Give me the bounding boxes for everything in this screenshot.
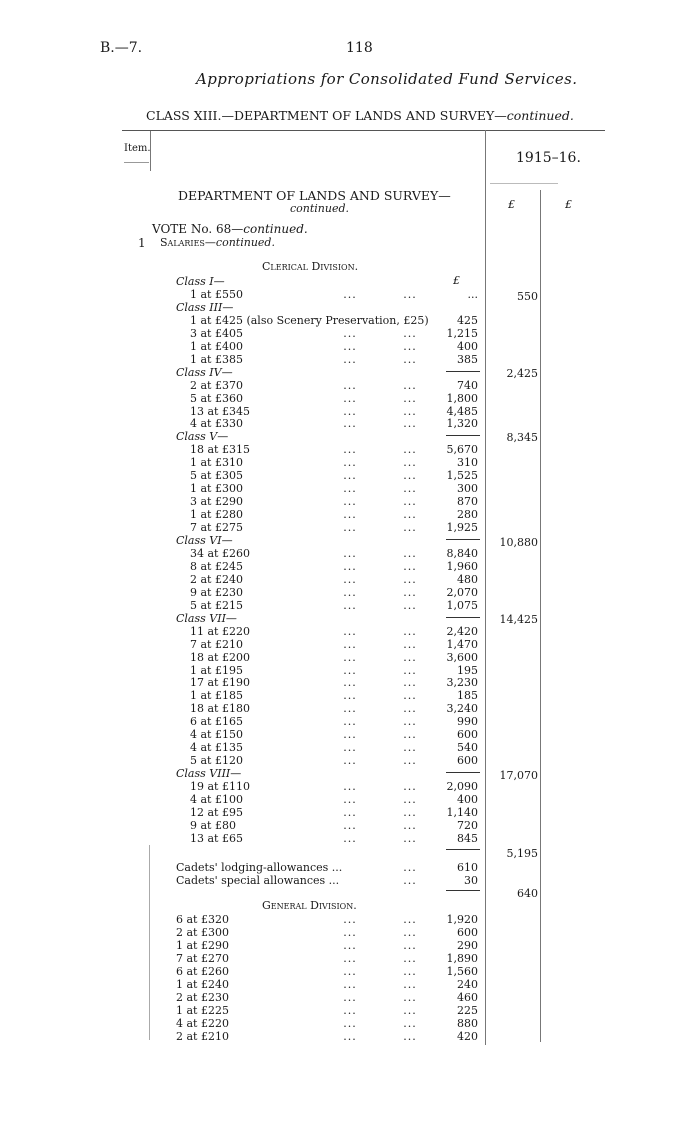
- salary-row: [190, 560, 480, 573]
- salary-amount: 385: [457, 352, 478, 366]
- general-salary-amount: 1,890: [446, 952, 478, 965]
- salary-row: [190, 754, 480, 767]
- general-salary-row: [176, 965, 480, 978]
- dots: ...: [403, 991, 417, 1004]
- dots: ...: [403, 663, 417, 677]
- salary-label: 1 at £385: [190, 352, 243, 366]
- general-salary-amount: 1,560: [446, 965, 478, 978]
- salary-row: [190, 689, 480, 702]
- general-division-heading: General Division.: [262, 899, 357, 912]
- dots: ...: [343, 663, 357, 677]
- dots: ...: [343, 805, 357, 819]
- salary-row: [190, 638, 480, 651]
- page-title: Appropriations for Consolidated Fund Services.: [196, 70, 578, 88]
- general-salary-label: 1 at £240: [176, 978, 229, 991]
- salaries-label: Salaries—: [160, 236, 216, 249]
- dots: ...: [343, 793, 357, 806]
- dots: ...: [343, 676, 357, 690]
- general-salary-amount: 420: [457, 1030, 478, 1043]
- class-heading-row: [176, 612, 480, 625]
- pound-sign-2: £: [565, 198, 572, 211]
- salary-label: 5 at £215: [190, 598, 243, 612]
- dots: ...: [343, 831, 357, 845]
- dots: ...: [403, 805, 417, 819]
- dots: ...: [403, 624, 417, 638]
- dots: ...: [343, 1004, 357, 1017]
- general-salary-row: [176, 1017, 480, 1030]
- salary-row: [190, 599, 480, 612]
- dots: ...: [403, 939, 417, 952]
- salary-label: 13 at £65: [190, 831, 243, 845]
- dots: ...: [403, 598, 417, 612]
- subtotal-rule: [446, 539, 480, 540]
- class-heading-text: CLASS XIII.—DEPARTMENT OF LANDS AND SURVEY—: [146, 108, 507, 123]
- dots: ...: [403, 650, 417, 664]
- general-salary-label: 6 at £320: [176, 913, 229, 926]
- salary-label: 18 at £315: [190, 443, 250, 457]
- salary-row: [190, 793, 480, 806]
- salary-amount: 3,230: [446, 676, 478, 690]
- salary-label: 4 at £330: [190, 417, 243, 431]
- general-salary-label: 6 at £260: [176, 965, 229, 978]
- general-salary-amount: 240: [457, 978, 478, 991]
- dots: ...: [343, 287, 357, 301]
- salary-label: 2 at £240: [190, 572, 243, 586]
- subtotal-rule: [446, 371, 480, 372]
- salary-amount: 300: [457, 482, 478, 496]
- dots: ...: [403, 456, 417, 470]
- salary-amount: 845: [457, 831, 478, 845]
- salary-label: 18 at £180: [190, 702, 250, 716]
- dots: ...: [343, 495, 357, 509]
- dots: ...: [403, 861, 417, 874]
- dots: ...: [403, 339, 417, 353]
- salary-amount: 1,470: [446, 637, 478, 651]
- dots: ...: [343, 352, 357, 366]
- salary-row: [190, 482, 480, 495]
- right-column-rule: [540, 190, 541, 1042]
- general-salary-amount: 1,920: [446, 913, 478, 926]
- salary-amount: 5,670: [446, 443, 478, 457]
- dots: ...: [403, 913, 417, 926]
- salary-amount: 1,800: [446, 391, 478, 405]
- salary-amount: 310: [457, 456, 478, 470]
- dots: ...: [403, 874, 417, 887]
- salary-row: [190, 819, 480, 832]
- class-label: Class III—: [176, 300, 234, 314]
- salary-row: [190, 676, 480, 689]
- dots: ...: [403, 417, 417, 431]
- salary-amount: 870: [457, 495, 478, 509]
- class-label: Class V—: [176, 430, 229, 444]
- dots: ...: [343, 598, 357, 612]
- salary-row: [190, 728, 480, 741]
- general-salary-row: [176, 978, 480, 991]
- salary-label: 1 at £550: [190, 287, 243, 301]
- salary-label: 4 at £100: [190, 793, 243, 806]
- salary-row: [190, 392, 480, 405]
- salary-row: [190, 832, 480, 845]
- salary-amount: 740: [457, 378, 478, 392]
- general-salary-row: [176, 926, 480, 939]
- salary-row: [190, 573, 480, 586]
- clerical-division-heading: Clerical Division.: [262, 260, 359, 273]
- salary-label: 4 at £150: [190, 728, 243, 742]
- general-salary-row: [176, 913, 480, 926]
- cadet-subtotal-rule: [446, 890, 480, 891]
- salary-amount: 1,215: [446, 326, 478, 340]
- general-salary-label: 7 at £270: [176, 952, 229, 965]
- salary-row: [190, 547, 480, 560]
- general-salary-amount: 460: [457, 991, 478, 1004]
- general-salary-row: [176, 991, 480, 1004]
- dots: ...: [403, 326, 417, 340]
- dots: ...: [403, 559, 417, 573]
- class-heading-row: [176, 366, 480, 379]
- subtotal-rule: [446, 849, 480, 850]
- dots: ...: [343, 741, 357, 755]
- salary-row: [190, 651, 480, 664]
- salary-amount: 400: [457, 339, 478, 353]
- salary-row: [190, 456, 480, 469]
- dots: ...: [343, 926, 357, 939]
- dots: ...: [343, 572, 357, 586]
- left-margin-rule: [149, 845, 150, 1040]
- class-heading-row: [176, 534, 480, 547]
- salary-row: [190, 715, 480, 728]
- dots: ...: [403, 443, 417, 457]
- clerical-pound-sign: £: [453, 274, 460, 287]
- class-heading-row: [176, 430, 480, 443]
- salary-label: 1 at £185: [190, 689, 243, 703]
- salary-row: [190, 353, 480, 366]
- general-salary-row: [176, 939, 480, 952]
- salaries-continued: continued.: [215, 236, 275, 249]
- salary-label: 1 at £310: [190, 456, 243, 470]
- salary-amount: ...: [467, 287, 478, 301]
- salary-label: 1 at £300: [190, 482, 243, 496]
- cadet-amount: 30: [464, 874, 478, 887]
- dots: ...: [403, 793, 417, 806]
- dots: ...: [343, 952, 357, 965]
- salary-label: 1 at £425 (also Scenery Preservation, £25): [190, 313, 429, 327]
- cadet-row: [176, 874, 480, 887]
- salary-label: 3 at £405: [190, 326, 243, 340]
- dots: ...: [403, 728, 417, 742]
- vote-continued: continued.: [243, 222, 308, 236]
- dots: ...: [403, 508, 417, 522]
- salary-row: [190, 741, 480, 754]
- year-column-header: 1915–16.: [516, 150, 581, 166]
- department-heading: DEPARTMENT OF LANDS AND SURVEY—: [178, 188, 451, 203]
- salary-label: 5 at £305: [190, 469, 243, 483]
- salary-amount: 3,240: [446, 702, 478, 716]
- salary-amount: 600: [457, 754, 478, 768]
- dots: ...: [343, 417, 357, 431]
- general-salary-row: [176, 1030, 480, 1043]
- dots: ...: [343, 1017, 357, 1030]
- salary-amount: 2,090: [446, 780, 478, 794]
- dots: ...: [403, 637, 417, 651]
- salary-label: 17 at £190: [190, 676, 250, 690]
- subtotal-rule: [446, 435, 480, 436]
- dots: ...: [403, 715, 417, 729]
- dots: ...: [343, 508, 357, 522]
- salary-row: [190, 664, 480, 677]
- salary-row: [190, 443, 480, 456]
- pound-sign-1: £: [508, 198, 515, 211]
- salary-amount: 185: [457, 689, 478, 703]
- salary-row: [190, 327, 480, 340]
- general-salary-amount: 600: [457, 926, 478, 939]
- dots: ...: [403, 978, 417, 991]
- dots: ...: [343, 913, 357, 926]
- dots: ...: [403, 521, 417, 535]
- subtotal-class-vi: 14,425: [499, 613, 538, 626]
- salary-amount: 8,840: [446, 546, 478, 560]
- salary-label: 8 at £245: [190, 559, 243, 573]
- salary-amount: 1,320: [446, 417, 478, 431]
- general-salary-amount: 880: [457, 1017, 478, 1030]
- salary-label: 3 at £290: [190, 495, 243, 509]
- dots: ...: [403, 831, 417, 845]
- salary-amount: 280: [457, 508, 478, 522]
- vote-label: VOTE No. 68—: [152, 222, 244, 236]
- total-column-rule: [485, 130, 486, 1045]
- general-salary-row: [176, 952, 480, 965]
- salary-label: 18 at £200: [190, 650, 250, 664]
- salary-label: 19 at £110: [190, 780, 250, 794]
- salary-row: [190, 314, 480, 327]
- dots: ...: [403, 378, 417, 392]
- item-number: 1: [138, 236, 146, 250]
- salary-amount: 1,960: [446, 559, 478, 573]
- page-number: 118: [346, 40, 373, 56]
- dots: ...: [343, 754, 357, 768]
- salary-label: 1 at £280: [190, 508, 243, 522]
- dots: ...: [343, 1030, 357, 1043]
- salary-row: [190, 288, 480, 301]
- item-header-rule: [124, 162, 149, 163]
- department-continued: continued.: [290, 202, 350, 215]
- general-salary-label: 4 at £220: [176, 1017, 229, 1030]
- general-salary-amount: 290: [457, 939, 478, 952]
- subtotal-class-iv: 8,345: [506, 431, 538, 444]
- dots: ...: [403, 572, 417, 586]
- salary-amount: 3,600: [446, 650, 478, 664]
- dots: ...: [403, 1017, 417, 1030]
- dots: ...: [403, 585, 417, 599]
- salary-row: [190, 508, 480, 521]
- dots: ...: [403, 469, 417, 483]
- dots: ...: [403, 952, 417, 965]
- table-top-rule: [122, 130, 605, 131]
- dots: ...: [343, 559, 357, 573]
- dots: ...: [343, 456, 357, 470]
- dots: ...: [343, 404, 357, 418]
- subtotal-class-vii: 17,070: [499, 769, 538, 782]
- subtotal-rule: [446, 772, 480, 773]
- dots: ...: [403, 495, 417, 509]
- dots: ...: [403, 689, 417, 703]
- subtotal-class-iii: 2,425: [506, 367, 538, 380]
- salary-label: 9 at £230: [190, 585, 243, 599]
- salary-amount: 1,075: [446, 598, 478, 612]
- general-salary-label: 1 at £290: [176, 939, 229, 952]
- class-heading: [146, 108, 574, 123]
- dots: ...: [403, 818, 417, 832]
- salary-label: 6 at £165: [190, 715, 243, 729]
- dots: ...: [343, 585, 357, 599]
- salary-label: 11 at £220: [190, 624, 250, 638]
- dots: ...: [403, 780, 417, 794]
- salary-row: [190, 806, 480, 819]
- dots: ...: [343, 443, 357, 457]
- salary-amount: 720: [457, 818, 478, 832]
- cadet-row: [176, 861, 480, 874]
- dots: ...: [343, 702, 357, 716]
- salary-row: [190, 780, 480, 793]
- dots: ...: [403, 546, 417, 560]
- general-salary-label: 2 at £300: [176, 926, 229, 939]
- dots: ...: [343, 715, 357, 729]
- year-header-rule: [490, 183, 558, 184]
- dots: ...: [343, 939, 357, 952]
- salary-label: 2 at £370: [190, 378, 243, 392]
- dots: ...: [343, 326, 357, 340]
- class-label: Class VI—: [176, 534, 233, 547]
- class-label: Class I—: [176, 275, 225, 288]
- salary-row: [190, 417, 480, 430]
- dots: ...: [343, 689, 357, 703]
- class-heading-row: [176, 301, 480, 314]
- dots: ...: [343, 650, 357, 664]
- dots: ...: [343, 780, 357, 794]
- general-salary-label: 2 at £230: [176, 991, 229, 1004]
- cadet-amount: 610: [457, 861, 478, 874]
- subtotal-class-v: 10,880: [499, 536, 538, 549]
- document-reference: B.—7.: [100, 40, 143, 56]
- dots: ...: [403, 965, 417, 978]
- dots: ...: [343, 965, 357, 978]
- dots: ...: [343, 624, 357, 638]
- salary-amount: 1,140: [446, 805, 478, 819]
- dots: ...: [343, 818, 357, 832]
- dots: ...: [343, 637, 357, 651]
- dots: ...: [403, 404, 417, 418]
- salary-amount: 600: [457, 728, 478, 742]
- salary-label: 4 at £135: [190, 741, 243, 755]
- dots: ...: [403, 287, 417, 301]
- salary-label: 12 at £95: [190, 805, 243, 819]
- dots: ...: [403, 754, 417, 768]
- salary-amount: 4,485: [446, 404, 478, 418]
- salary-row: [190, 340, 480, 353]
- salary-row: [190, 702, 480, 715]
- dots: ...: [343, 991, 357, 1004]
- salary-row: [190, 469, 480, 482]
- salary-label: 1 at £400: [190, 339, 243, 353]
- class-heading-row: [176, 275, 480, 288]
- dots: ...: [403, 676, 417, 690]
- salary-amount: 1,525: [446, 469, 478, 483]
- salary-label: 34 at £260: [190, 546, 250, 560]
- class-label: Class VII—: [176, 611, 237, 625]
- dots: ...: [403, 926, 417, 939]
- salary-amount: 2,420: [446, 624, 478, 638]
- salary-row: [190, 495, 480, 508]
- salary-label: 7 at £210: [190, 637, 243, 651]
- salary-label: 7 at £275: [190, 521, 243, 535]
- general-salary-label: 2 at £210: [176, 1030, 229, 1043]
- cadet-label: Cadets' special allowances ...: [176, 874, 340, 887]
- salary-amount: 195: [457, 663, 478, 677]
- dots: ...: [343, 391, 357, 405]
- subtotal-rule: [446, 617, 480, 618]
- salary-amount: 540: [457, 741, 478, 755]
- vote-heading: [152, 222, 308, 236]
- salary-amount: 1,925: [446, 521, 478, 535]
- dots: ...: [403, 702, 417, 716]
- salary-row: [190, 521, 480, 534]
- dots: ...: [403, 741, 417, 755]
- class-label: Class VIII—: [176, 767, 242, 781]
- salary-amount: 990: [457, 715, 478, 729]
- dots: ...: [343, 339, 357, 353]
- dots: ...: [403, 482, 417, 496]
- salary-amount: 480: [457, 572, 478, 586]
- item-column-header: Item.: [124, 143, 151, 154]
- dots: ...: [403, 1004, 417, 1017]
- general-salary-amount: 225: [457, 1004, 478, 1017]
- dots: ...: [343, 469, 357, 483]
- cadet-label: Cadets' lodging-allowances ...: [176, 861, 343, 874]
- salary-row: [190, 405, 480, 418]
- dots: ...: [343, 482, 357, 496]
- class-heading-continued: continued.: [506, 108, 574, 123]
- salary-amount: 425: [457, 313, 478, 327]
- salary-label: 1 at £195: [190, 663, 243, 677]
- dots: ...: [403, 1030, 417, 1043]
- dots: ...: [343, 546, 357, 560]
- dots: ...: [343, 378, 357, 392]
- general-salary-label: 1 at £225: [176, 1004, 229, 1017]
- class-label: Class IV—: [176, 365, 233, 379]
- salary-row: [190, 379, 480, 392]
- class-heading-row: [176, 767, 480, 780]
- salary-row: [190, 625, 480, 638]
- subtotal-class-viii: 5,195: [506, 847, 538, 860]
- dots: ...: [403, 352, 417, 366]
- dots: ...: [403, 391, 417, 405]
- salaries-heading: [160, 236, 275, 249]
- salary-amount: 2,070: [446, 585, 478, 599]
- salary-row: [190, 586, 480, 599]
- general-salary-row: [176, 1004, 480, 1017]
- salary-amount: 400: [457, 793, 478, 806]
- dots: ...: [343, 728, 357, 742]
- dots: ...: [343, 521, 357, 535]
- subtotal-class-i: 550: [517, 290, 538, 303]
- subtotal-cadets: 640: [517, 887, 538, 900]
- dots: ...: [343, 978, 357, 991]
- salary-label: 9 at £80: [190, 818, 236, 832]
- salary-label: 5 at £360: [190, 391, 243, 405]
- salary-label: 5 at £120: [190, 754, 243, 768]
- salary-label: 13 at £345: [190, 404, 250, 418]
